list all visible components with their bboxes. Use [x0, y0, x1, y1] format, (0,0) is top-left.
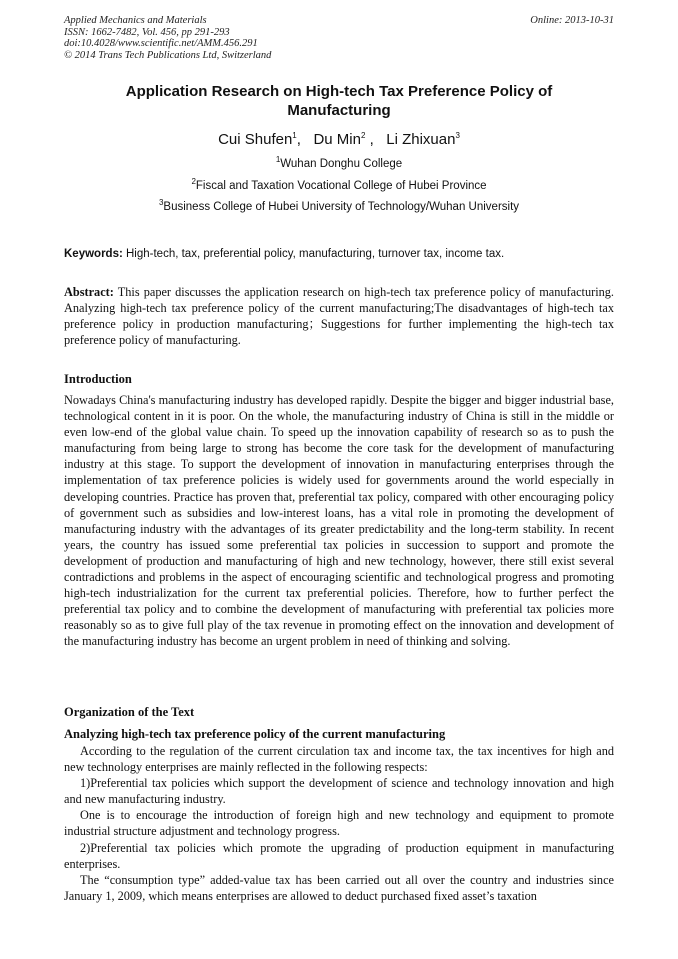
issn-line: ISSN: 1662-7482, Vol. 456, pp 291-293: [64, 26, 230, 38]
intro-heading: Introduction: [64, 372, 132, 386]
copyright-line: © 2014 Trans Tech Publications Ltd, Switzerland: [64, 49, 272, 61]
paragraph: According to the regulation of the current circulation tax and income tax, the tax incentives for high and new technology enterprises are mainly reflected in the following respects:: [64, 744, 614, 775]
author-sep: ,: [365, 131, 383, 148]
keywords: [64, 248, 614, 260]
author-name: Cui Shufen: [218, 131, 293, 148]
affil-sup: 2: [191, 177, 196, 187]
intro-text: Nowadays China's manufacturing industry has developed rapidly. Despite the bigger and bigger industrial base, technological content in it is poor. On the whole, the manufacturing industry of China is still in the middle or even low-end of the global value chain. To speed up the innovation capability of research so as to push the manufacturing from being large to strong has become the core task for the development of manufacturing industry at this stage. To support the development of innovation in manufacturing enterprises through the implementation of tax preference policies is widely used for governments around the world especially in developing countries. Practice has proven that, preferential tax policy, compared with other encouraging policy of government such as subsidies and low-interest loans, has a vital role in promoting the development of manufacturing industry with the advantages of its greater predictability and the long-term stability. In recent years, the country has issued some preferential tax policies in succession to support and promote the development of production and manufacturing of high and new technology, however, there still exist several contradictions and problems in the aspect of encouraging scientific and technological progress and promoting high-tech industrialization for the current tax preferential policies. Therefore, how to further perfect the preferential tax policy and to combine the development of manufacturing with preferential tax policies more reasonably so as to give full play of the tax revenue in promoting effect on the innovation and development of the manufacturing industry has become an urgent problem in need of thinking and solving.: [64, 393, 614, 649]
affil-text: Fiscal and Taxation Vocational College of Hubei Province: [195, 180, 487, 192]
organization-heading: Organization of the Text: [64, 705, 195, 719]
intro-paragraph: [64, 392, 614, 650]
abstract: [64, 284, 614, 348]
paragraph: One is to encourage the introduction of foreign high and new technology and equipment to promote industrial structure adjustment and technology progress.: [64, 808, 614, 839]
paragraph: 1)Preferential tax policies which support the development of science and technology innovation and high and new manufacturing industry.: [64, 776, 614, 807]
author-sup: 1: [292, 131, 297, 140]
author-name: Du Min: [313, 131, 361, 148]
author-list: [64, 131, 614, 148]
affiliation-2: [64, 177, 614, 192]
affiliation-3: [64, 198, 614, 213]
online-date: Online: 2013-10-31: [530, 15, 614, 26]
title-line-1: Application Research on High-tech Tax Preference Policy of: [125, 83, 553, 100]
affil-sup: 3: [158, 198, 164, 208]
affil-text: Business College of Hubei University of Technology/Wuhan University: [163, 201, 520, 213]
journal-name: Applied Mechanics and Materials: [64, 15, 207, 26]
sub-heading: Analyzing high-tech tax preference policy of the current manufacturing: [64, 727, 446, 741]
doi-line: doi:10.4028/www.scientific.net/AMM.456.291: [64, 38, 258, 49]
author-sep: ,: [296, 131, 310, 148]
abstract-label: Abstract:: [64, 285, 114, 299]
affil-text: Wuhan Donghu College: [280, 158, 403, 170]
paper-title: [64, 82, 614, 120]
paragraph: The “consumption type” added-value tax has been carried out all over the country and industries since January 1, 2009, which means enterprises are allowed to deduct purchased fixed asset’s taxation: [64, 872, 614, 903]
keywords-label: Keywords:: [64, 248, 123, 260]
affiliation-1: [64, 155, 614, 170]
author-sup: 2: [360, 131, 366, 140]
affil-sup: 1: [275, 155, 281, 165]
section-body: [64, 743, 614, 904]
title-line-2: Manufacturing: [287, 102, 391, 119]
keywords-text: High-tech, tax, preferential policy, manufacturing, turnover tax, income tax.: [122, 248, 505, 260]
author-name: Li Zhixuan: [386, 131, 456, 148]
author-sup: 3: [455, 131, 460, 140]
journal-header: [64, 15, 271, 61]
paragraph: 2)Preferential tax policies which promote the upgrading of production equipment in manufacturing enterprises.: [64, 840, 614, 871]
abstract-text: This paper discusses the application research on high-tech tax preference policy of manufacturing. Analyzing high-tech tax preference policy of the current manufacturing;The disadvantages of high-tech tax preference policy in production manufacturing；Suggestions for further implementing the high-tech tax preference policy of manufacturing.: [64, 285, 614, 348]
